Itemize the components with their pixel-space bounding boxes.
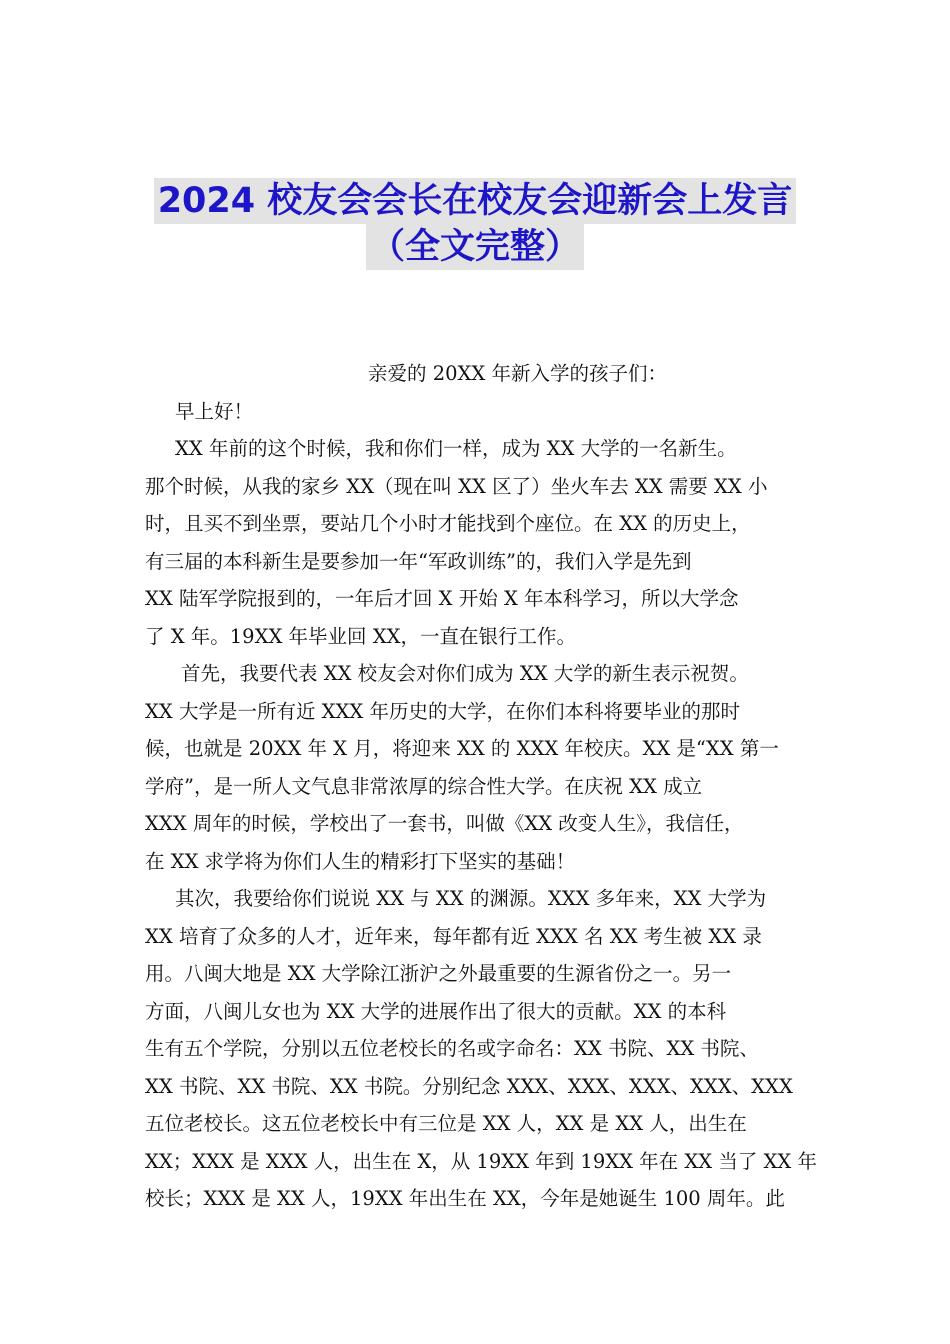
document-title [0,178,950,270]
body-line: 在 XX 求学将为你们人生的精彩打下坚实的基础！ [145,849,576,873]
body-line: 候，也就是 20XX 年 X 月，将迎来 XX 的 XXX 年校庆。XX 是“XX 第一 [145,737,779,760]
title-line-2: （全文完整） [366,224,584,270]
body-line: XX；XXX 是 XXX 人，出生在 X，从 19XX 年到 19XX 年在 XX 当了 XX 年 [145,1149,818,1173]
body-line: 生有五个学院，分别以五位老校长的名或字命名：XX 书院、XX 书院、 [145,1037,759,1060]
body-line: 其次，我要给你们说说 XX 与 XX 的渊源。XXX 多年来，XX 大学为 [175,887,767,910]
body-line: 学府”，是一所人文气息非常浓厚的综合性大学。在庆祝 XX 成立 [145,774,703,798]
body-line: XX 大学是一所有近 XXX 年历史的大学，在你们本科将要毕业的那时 [145,699,741,723]
body-line: 校长；XXX 是 XX 人，19XX 年出生在 XX，今年是她诞生 100 周年。此 [145,1187,785,1210]
body-line: 了 X 年。19XX 年毕业回 XX，一直在银行工作。 [145,624,577,648]
body-line: 首先，我要代表 XX 校友会对你们成为 XX 大学的新生表示祝贺。 [181,662,749,685]
body-line: XX 书院、XX 书院、XX 书院。分别纪念 XXX、XXX、XXX、XXX、XXX [145,1074,793,1098]
salutation-line: 亲爱的 20XX 年新入学的孩子们： [368,362,667,385]
body-line: 方面，八闽儿女也为 XX 大学的进展作出了很大的贡献。XX 的本科 [145,999,727,1023]
body-line: XX 年前的这个时候，我和你们一样，成为 XX 大学的一名新生。 [175,437,737,460]
body-line: 有三届的本科新生是要参加一年“军政训练”的，我们入学是先到 [145,549,692,573]
body-line: 五位老校长。这五位老校长中有三位是 XX 人，XX 是 XX 人，出生在 [145,1112,747,1135]
body-line: 那个时候，从我的家乡 XX（现在叫 XX 区了）坐火车去 XX 需要 XX 小 [145,474,768,498]
body-line: 用。八闽大地是 XX 大学除江浙沪之外最重要的生源省份之一。另一 [145,962,732,985]
body-line: XX 陆军学院报到的，一年后才回 X 开始 X 年本科学习，所以大学念 [145,587,739,610]
body-line: 时，且买不到坐票，要站几个小时才能找到个座位。在 XX 的历史上， [145,512,751,535]
document-body [145,355,818,1218]
title-line-1: 2024 校友会会长在校友会迎新会上发言 [154,178,797,224]
body-line: XX 培育了众多的人才，近年来，每年都有近 XXX 名 XX 考生被 XX 录 [145,924,762,948]
greeting-line: 早上好！ [175,399,254,423]
body-line: XXX 周年的时候，学校出了一套书，叫做《XX 改变人生》，我信任， [145,812,744,835]
